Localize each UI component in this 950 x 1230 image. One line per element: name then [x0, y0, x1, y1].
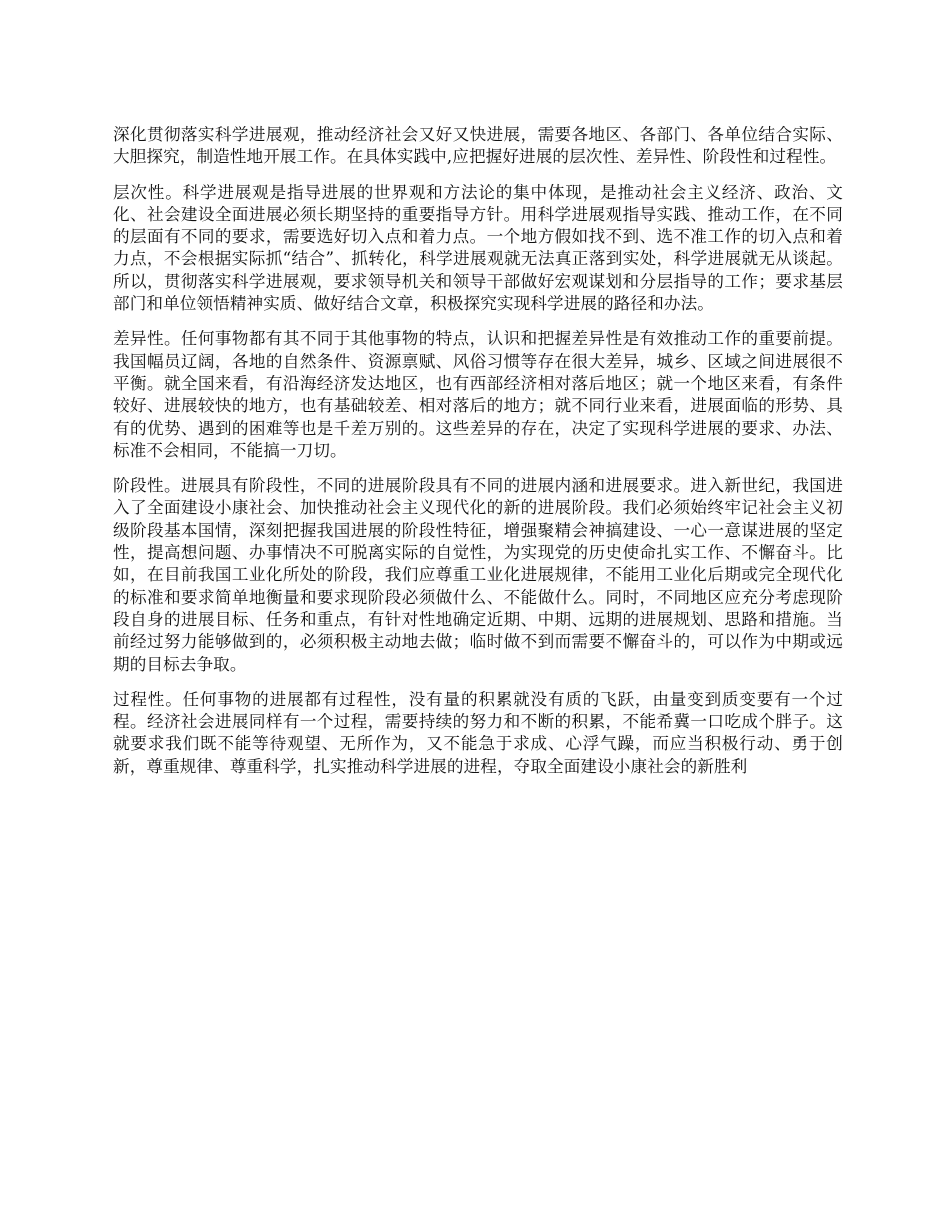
stage-paragraph: 阶段性。进展具有阶段性，不同的进展阶段具有不同的进展内涵和进展要求。进入新世纪，我国进入了全面建设小康社会、加快推动社会主义现代化的新的进展阶段。我们必须始终牢记社会主义初级阶段基本国情，深刻把握我国进展的阶段性特征，增强聚精会神搞建设、一心一意谋进展的坚定性，提高想问题、办事情决不可脱离实际的自觉性，为实现党的历史使命扎实工作、不懈奋斗。比如，在目前我国工业化所处的阶段，我们应尊重工业化进展规律，不能用工业化后期或完全现代化的标准和要求简单地衡量和要求现阶段必须做什么、不能做什么。同时，不同地区应充分考虑现阶段自身的进展目标、任务和重点，有针对性地确定近期、中期、远期的进展规划、思路和措施。当前经过努力能够做到的，必须积极主动地去做；临时做不到而需要不懈奋斗的，可以作为中期或远期的目标去争取。 [113, 476, 843, 674]
document-body [113, 124, 843, 791]
difference-paragraph: 差异性。任何事物都有其不同于其他事物的特点，认识和把握差异性是有效推动工作的重要前提。我国幅员辽阔，各地的自然条件、资源禀赋、风俗习惯等存在很大差异，城乡、区域之间进展很不平衡。就全国来看，有沿海经济发达地区，也有西部经济相对落后地区；就一个地区来看，有条件较好、进展较快的地方，也有基础较差、相对落后的地方；就不同行业来看，进展面临的形势、具有的优势、遇到的困难等也是千差万别的。这些差异的存在，决定了实现科学进展的要求、办法、标准不会相同，不能搞一刀切。 [113, 329, 843, 460]
hierarchy-paragraph: 层次性。科学进展观是指导进展的世界观和方法论的集中体现，是推动社会主义经济、政治、文化、社会建设全面进展必须长期坚持的重要指导方针。用科学进展观指导实践、推动工作，在不同的层面有不同的要求，需要选好切入点和着力点。一个地方假如找不到、选不准工作的切入点和着力点，不会根据实际抓“结合”、抓转化，科学进展观就无法真正落到实处，科学进展就无从谈起。所以，贯彻落实科学进展观，要求领导机关和领导干部做好宏观谋划和分层指导的工作；要求基层部门和单位领悟精神实质、做好结合文章，积极探究实现科学进展的路径和办法。 [113, 182, 843, 314]
process-paragraph: 过程性。任何事物的进展都有过程性，没有量的积累就没有质的飞跃，由量变到质变要有一个过程。经济社会进展同样有一个过程，需要持续的努力和不断的积累，不能希冀一口吃成个胖子。这就要求我们既不能等待观望、无所作为，又不能急于求成、心浮气躁，而应当积极行动、勇于创新，尊重规律、尊重科学，扎实推动科学进展的进程，夺取全面建设小康社会的新胜利 [113, 689, 843, 776]
intro-paragraph: 深化贯彻落实科学进展观，推动经济社会又好又快进展，需要各地区、各部门、各单位结合实际、大胆探究，制造性地开展工作。在具体实践中,应把握好进展的层次性、差异性、阶段性和过程性。 [113, 125, 843, 167]
